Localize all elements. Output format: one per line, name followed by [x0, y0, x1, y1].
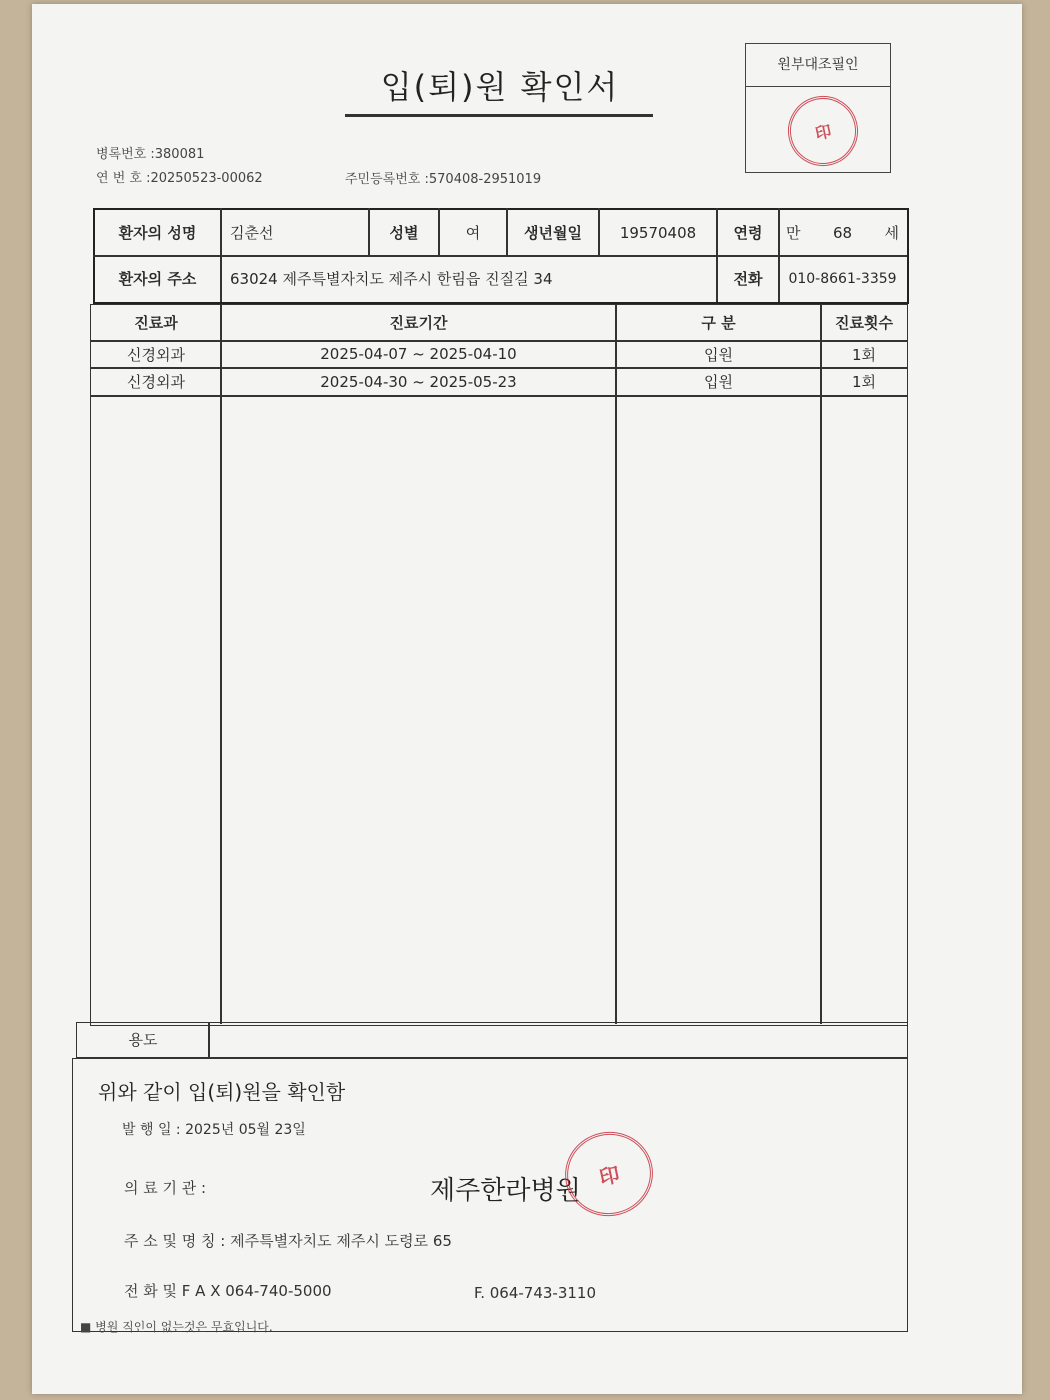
age-label: 연령 — [733, 224, 763, 242]
age-value: 68 — [832, 223, 853, 242]
header-type: 구 분 — [701, 314, 736, 332]
patient-sex: 여 — [465, 224, 481, 242]
row-type: 입원 — [704, 345, 733, 364]
hospital-official-seal: 印 — [557, 1124, 661, 1224]
row-count: 1회 — [851, 373, 877, 391]
tel-fax-label: 전 화 및 F A X — [124, 1282, 221, 1300]
column-divider — [220, 304, 222, 1024]
resident-label: 주민등록번호 : — [345, 172, 429, 187]
row-period: 2025-04-30 ~ 2025-05-23 — [320, 372, 517, 391]
issue-date-label: 발 행 일 : — [122, 1122, 181, 1138]
header-period: 진료기간 — [389, 314, 448, 332]
row-dept: 신경외과 — [127, 345, 185, 364]
age-prefix: 만 — [786, 224, 801, 242]
patient-age — [780, 210, 905, 255]
resident-number: 570408-2951019 — [428, 172, 542, 187]
institution-name: 제주한라병원 — [430, 1176, 581, 1206]
confirmation-text: 위와 같이 입(퇴)원을 확인함 — [98, 1080, 346, 1104]
table-row-divider — [90, 395, 908, 397]
serial-label: 연 번 호 : — [96, 171, 151, 186]
header-count: 진료횟수 — [835, 314, 893, 332]
purpose-label: 용도 — [128, 1031, 158, 1049]
hospital-address: 제주특별자치도 제주시 도령로 65 — [230, 1232, 452, 1250]
seal-box-label: 원부대조필인 — [746, 44, 890, 87]
header-dept: 진료과 — [134, 314, 178, 332]
row-count: 1회 — [851, 345, 877, 364]
chart-number-label: 병록번호 : — [96, 147, 155, 162]
patient-phone: 010-8661-3359 — [788, 270, 897, 287]
validity-note: ■ 병원 직인이 없는것은 무효입니다. — [80, 1320, 273, 1334]
hospital-fax: F. 064-743-3110 — [474, 1284, 597, 1302]
treatment-table — [90, 304, 908, 1026]
row-period: 2025-04-07 ~ 2025-04-10 — [320, 345, 517, 363]
chart-number-line — [96, 143, 204, 162]
purpose-value — [210, 1023, 898, 1056]
document-title: 입(퇴)원 확인서 — [380, 68, 620, 106]
phone-label: 전화 — [733, 270, 763, 288]
serial-number: 20250523-00062 — [150, 171, 263, 186]
patient-dob: 19570408 — [619, 223, 697, 242]
hospital-tel: 064-740-5000 — [225, 1282, 332, 1300]
patient-name: 김춘선 — [230, 224, 274, 242]
age-suffix: 세 — [884, 224, 899, 242]
address-line — [124, 1230, 452, 1251]
title-underline — [345, 114, 653, 117]
dob-label: 생년월일 — [524, 224, 582, 242]
phone-fax-line — [124, 1280, 332, 1301]
seal-verification-box — [745, 43, 891, 173]
issue-date: 2025년 05월 23일 — [185, 1122, 306, 1138]
sex-label: 성별 — [389, 224, 419, 242]
chart-number: 380081 — [154, 147, 205, 162]
hospital-seal-stamp: 印 — [781, 89, 864, 172]
name-label: 환자의 성명 — [118, 224, 197, 242]
column-divider — [615, 304, 617, 1024]
address-label: 환자의 주소 — [118, 270, 197, 288]
column-divider — [820, 304, 822, 1024]
row-type: 입원 — [704, 373, 733, 391]
hospital-address-label: 주 소 및 명 칭 : — [124, 1232, 226, 1250]
institution-label: 의 료 기 관 : — [124, 1179, 207, 1197]
row-dept: 신경외과 — [127, 373, 185, 391]
resident-number-line — [345, 168, 541, 187]
patient-address: 63024 제주특별자치도 제주시 한림읍 진질길 34 — [230, 270, 553, 288]
serial-number-line — [96, 167, 263, 186]
issue-date-line — [122, 1119, 306, 1139]
